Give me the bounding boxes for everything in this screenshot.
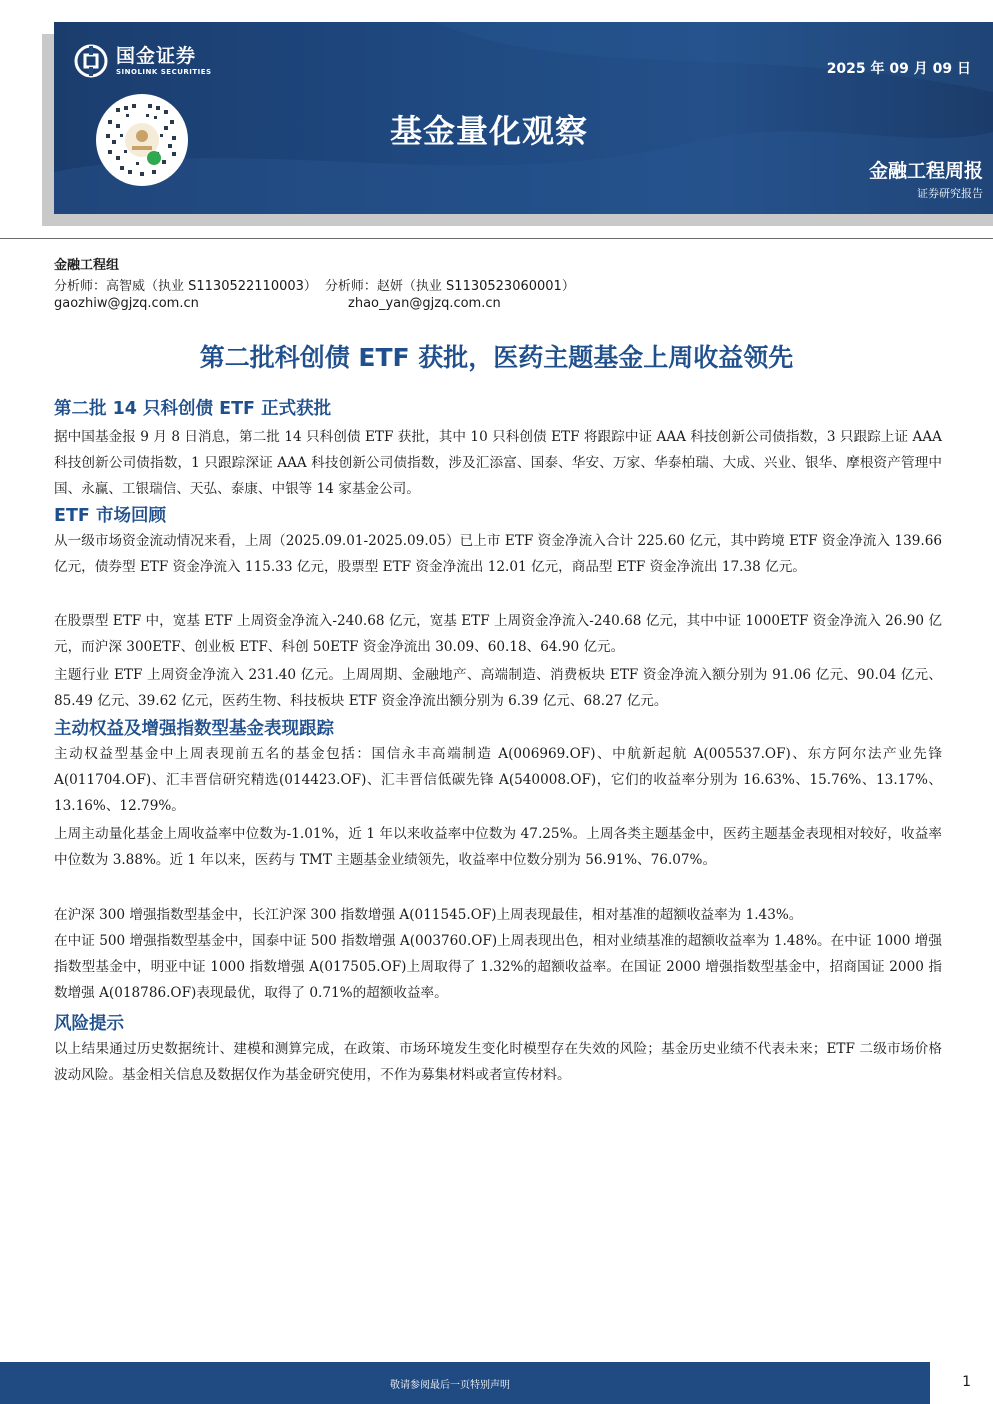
paragraph: 在中证 500 增强指数型基金中，国泰中证 500 指数增强 A(003760.OF)上周表现出色，相对业绩基准的超额收益率为 1.48%。在中证 1000 增强指数型基金中，明亚中证 1000 指数增强 A(017505.OF)上周取得了 1.32%的超额收益率。在国证 2000 增强指数型基金中，招商国证 2000 指数增强 A(018786.OF)表现最优，取得了 0.71%的超额收益率。 [54,933,942,1001]
report-date: 2025 年 09 月 09 日 [826,61,971,77]
analyst-line [54,275,575,294]
paragraph: 据中国基金报 9 月 8 日消息，第二批 14 只科创债 ETF 获批，其中 10 只科创债 ETF 将跟踪中证 AAA 科技创新公司债指数，3 只跟踪上证 AAA 科技创新公司债指数，1 只跟踪深证 AAA 科技创新公司债指数，涉及汇添富、国泰、华安、万家、华泰柏瑞、大成、兴业、银华、摩根资产管理中国、永赢、工银瑞信、天弘、泰康、中银等 14 家基金公司。 [54,429,942,497]
report-headline: 第二批科创债 ETF 获批，医药主题基金上周收益领先 [199,343,794,372]
report-category: 证券研究报告 [917,187,983,200]
paragraph: 主动权益型基金中上周表现前五名的基金包括：国信永丰高端制造 A(006969.OF)、中航新起航 A(005537.OF)、东方阿尔法产业先锋 A(011704.OF)、汇丰晋信研究精选(014423.OF)、汇丰晋信低碳先锋 A(540008.OF)，它们的收益率分别为 16.63%、15.76%、13.17%、13.16%、12.79%。 [54,746,942,814]
footer-bar [0,1362,930,1404]
qr-code-icon [96,94,188,186]
analyst-1-email[interactable]: gaozhiw@gjzq.com.cn [54,296,199,311]
team-name: 金融工程组 [54,258,120,273]
paragraph: 从一级市场资金流动情况来看，上周（2025.09.01-2025.09.05）已上市 ETF 资金净流入合计 225.60 亿元，其中跨境 ETF 资金净流入 139.66 亿元，债券型 ETF 资金净流入 115.33 亿元，股票型 ETF 资金净流出 12.01 亿元，商品型 ETF 资金净流出 17.38 亿元。 [54,533,942,575]
company-logo [74,44,212,78]
paragraph: 以上结果通过历史数据统计、建模和测算完成，在政策、市场环境发生变化时模型存在失效的风险；基金历史业绩不代表未来；ETF 二级市场价格波动风险。基金相关信息及数据仅作为基金研究使用，不作为募集材料或者宣传材料。 [54,1041,942,1083]
paragraph: 在股票型 ETF 中，宽基 ETF 上周资金净流入-240.68 亿元，宽基 ETF 上周资金净流入-240.68 亿元，其中中证 1000ETF 资金净流入 26.90 亿元，而沪深 300ETF、创业板 ETF、科创 50ETF 资金净流出 30.09、60.18、64.90 亿元。 [54,613,942,655]
logo-mark-icon [74,44,108,78]
section-heading-kechuangzhai: 第二批 14 只科创债 ETF 正式获批 [54,399,332,419]
logo-chinese-name: 国金证券 [116,44,197,67]
paragraph: 主题行业 ETF 上周资金净流入 231.40 亿元。上周周期、金融地产、高端制造、消费板块 ETF 资金净流入额分别为 91.06 亿元、90.04 亿元、85.49 亿元、39.62 亿元，医药生物、科技板块 ETF 资金净流出额分别为 6.39 亿元、68.27 亿元。 [54,667,942,709]
paragraph: 在沪深 300 增强指数型基金中，长江沪深 300 指数增强 A(011545.OF)上周表现最佳，相对基准的超额收益率为 1.43%。 [54,907,803,923]
report-type: 金融工程周报 [868,160,983,182]
disclaimer-notice: 敬请参阅最后一页特别声明 [390,1380,510,1391]
analyst-2: 分析师：赵妍（执业 S1130523060001） [324,279,575,294]
section-heading-risk: 风险提示 [54,1014,124,1034]
paragraph: 上周主动量化基金上周收益率中位数为-1.01%，近 1 年以来收益率中位数为 47.25%。上周各类主题基金中，医药主题基金表现相对较好，收益率中位数为 3.88%。近 1 年以来，医药与 TMT 主题基金业绩领先，收益率中位数分别为 56.91%、76.07%。 [54,826,942,868]
report-series-title: 基金量化观察 [390,112,589,150]
logo-english-name: SINOLINK SECURITIES [116,67,212,76]
page-number: 1 [962,1374,971,1390]
header-divider [0,238,993,239]
page-footer [0,1362,993,1404]
section-heading-etf-review: ETF 市场回顾 [54,506,166,526]
analyst-2-email[interactable]: zhao_yan@gjzq.com.cn [348,296,501,311]
section-heading-active-equity: 主动权益及增强指数型基金表现跟踪 [54,719,334,739]
analyst-1: 分析师：高智威（执业 S1130522110003） [54,279,317,294]
header-banner [54,22,993,214]
